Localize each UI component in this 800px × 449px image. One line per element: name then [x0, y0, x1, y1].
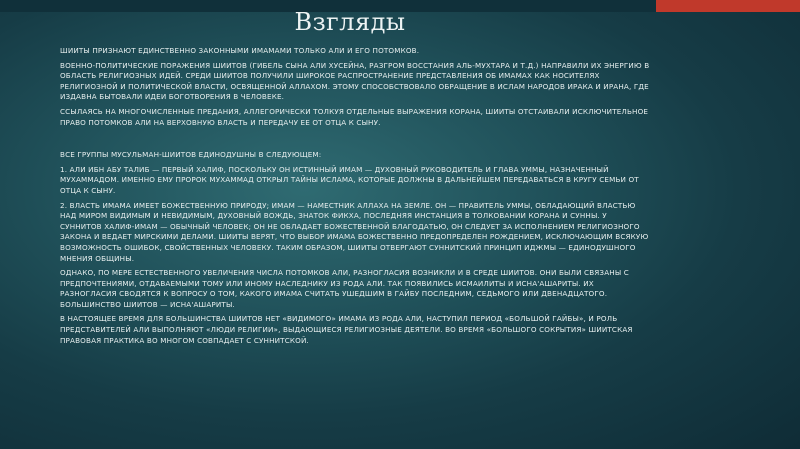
paragraph-point-2: 2. ВЛАСТЬ ИМАМА ИМЕЕТ БОЖЕСТВЕННУЮ ПРИРОДУ; ИМАМ — НАМЕСТНИК АЛЛАХА НА ЗЕМЛЕ. ОН — ПРАВИТЕЛЬ УММЫ, ОБЛАДАЮЩИЙ ВЛАСТЬЮ НАД МИРОМ ВИДИМЫМ И НЕВИДИМЫМ, ДУХОВНЫЙ ВОЖДЬ, ЗНАТОК ФИКХА, ПОСЛЕДНЯЯ ИНСТАНЦИЯ В ТОЛКОВАНИИ КОРАНА И СУННЫ. У СУННИТОВ ХАЛИФ-ИМАМ — ОБЫЧНЫЙ ЧЕЛОВЕК; ОН НЕ ОБЛАДАЕТ БОЖЕСТВЕННОЙ БЛАГОДАТЬЮ, ОН СЛЕДУЕТ ЗА ИСПОЛНЕНИЕМ РЕЛИГИОЗНОГО ЗАКОНА И ВЕДАЕТ МИРСКИМИ ДЕЛАМИ. ШИИТЫ ВЕРЯТ, ЧТО ВЫБОР ИМАМА БОЖЕСТВЕННО ПРЕДОПРЕДЕЛЕН РОЖДЕНИЕМ, ИСКЛЮЧАЮЩИМ ВСЯКУЮ ВОЗМОЖНОСТЬ ОШИБОК, СВОЙСТВЕННЫХ ЧЕЛОВЕКУ. ТАКИМ ОБРАЗОМ, ШИИТЫ ОТВЕРГАЮТ СУННИТСКИЙ ПРИНЦИП ИДЖМЫ — ЕДИНОДУШНОГО МНЕНИЯ ОБЩИНЫ. — [60, 200, 649, 263]
paragraph-intro: ШИИТЫ ПРИЗНАЮТ ЕДИНСТВЕННО ЗАКОННЫМИ ИМАМАМИ ТОЛЬКО АЛИ И ЕГО ПОТОМКОВ. — [60, 46, 420, 55]
paragraph-succession: ССЫЛАЯСЬ НА МНОГОЧИСЛЕННЫЕ ПРЕДАНИЯ, АЛЛЕГОРИЧЕСКИ ТОЛКУЯ ОТДЕЛЬНЫЕ ВЫРАЖЕНИЯ КОРАНА, ШИИТЫ ОТСТАИВАЛИ ИСКЛЮЧИТЕЛЬНОЕ ПРАВО ПОТОМКОВ АЛИ НА ВЕРХОВНУЮ ВЛАСТЬ И ПЕРЕДАЧУ ЕЕ ОТ ОТЦА К СЫНУ. — [60, 106, 649, 127]
paragraph-consensus-heading: ВСЕ ГРУППЫ МУСУЛЬМАН-ШИИТОВ ЕДИНОДУШНЫ В СЛЕДУЮЩЕМ: — [60, 150, 322, 160]
paragraph-present: В НАСТОЯЩЕЕ ВРЕМЯ ДЛЯ БОЛЬШИНСТВА ШИИТОВ НЕТ «ВИДИМОГО» ИМАМА ИЗ РОДА АЛИ, НАСТУПИЛ ПЕРИОД «БОЛЬШОЙ ГАЙБЫ», И РОЛЬ ПРЕДСТАВИТЕЛЕЙ АЛИ ВЫПОЛНЯЮТ «ЛЮДИ РЕЛИГИИ», ВЫДАЮЩИЕСЯ РЕЛИГИОЗНЫЕ ДЕЯТЕЛИ. ВО ВРЕМЯ «БОЛЬШОГО СОКРЫТИЯ» ШИИТСКАЯ ПРАВОВАЯ ПРАКТИКА ВО МНОГОМ СОВПАДАЕТ С СУННИТСКОЙ. — [60, 314, 633, 345]
slide-title: Взгляды — [294, 8, 406, 36]
paragraph-history: ВОЕННО-ПОЛИТИЧЕСКИЕ ПОРАЖЕНИЯ ШИИТОВ (ГИБЕЛЬ СЫНА АЛИ ХУСЕЙНА, РАЗГРОМ ВОССТАНИЯ АЛЬ-МУХТАРА И Т.Д.) НАПРАВИЛИ ИХ ЭНЕРГИЮ В ОБЛАСТЬ РЕЛИГИОЗНЫХ ИДЕЙ. СРЕДИ ШИИТОВ ПОЛУЧИЛИ ШИРОКОЕ РАСПРОСТРАНЕНИЕ ПРЕДСТАВЛЕНИЯ ОБ ИМАМАХ КАК НОСИТЕЛЯХ РЕЛИГИОЗНОЙ И ПОЛИТИЧЕСКОЙ ВЛАСТИ, ОСВЯЩЕННОЙ АЛЛАХОМ. ЭТОМУ СПОСОБСТВОВАЛО ОБРАЩЕНИЕ В ИСЛАМ НАРОДОВ ИРАКА И ИРАНА, ГДЕ ИЗДАВНА БЫТОВАЛИ ИДЕИ БОГОТВОРЕНИЯ В ЧЕЛОВЕКЕ. — [60, 60, 650, 102]
paragraph-divisions: ОДНАКО, ПО МЕРЕ ЕСТЕСТВЕННОГО УВЕЛИЧЕНИЯ ЧИСЛА ПОТОМКОВ АЛИ, РАЗНОГЛАСИЯ ВОЗНИКЛИ И В СРЕДЕ ШИИТОВ. ОНИ БЫЛИ СВЯЗАНЫ С ПРЕДПОЧТЕНИЯМИ, ОТДАВАЕМЫМИ ТОМУ ИЛИ ИНОМУ НАСЛЕДНИКУ ИЗ РОДА АЛИ. ТАК ПОЯВИЛИСЬ ИСМАИЛИТЫ И ИСНА'АШАРИТЫ. ИХ РАЗНОГЛАСИЯ СВОДЯТСЯ К ВОПРОСУ О ТОМ, КАКОГО ИМАМА СЧИТАТЬ УШЕДШИМ В ГАЙБУ ПОСЛЕДНИМ, СЕДЬМОГО ИЛИ ДВЕНАДЦАТОГО. БОЛЬШИНСТВО ШИИТОВ — ИСНА'АШАРИТЫ. — [60, 268, 629, 309]
paragraph-point-1: 1. АЛИ ИБН АБУ ТАЛИБ — ПЕРВЫЙ ХАЛИФ, ПОСКОЛЬКУ ОН ИСТИННЫЙ ИМАМ — ДУХОВНЫЙ РУКОВОДИТЕЛЬ И ГЛАВА УММЫ, НАЗНАЧЕННЫЙ МУХАММАДОМ. ИМЕННО ЕМУ ПРОРОК МУХАММАД ОТКРЫЛ ТАЙНЫ ИСЛАМА, КОТОРЫЕ ДОЛЖНЫ В ДАЛЬНЕЙШЕМ ПЕРЕДАВАТЬСЯ В КРУГУ СЕМЬИ ОТ ОТЦА К СЫНУ. — [60, 164, 639, 195]
slide-body — [60, 46, 650, 350]
